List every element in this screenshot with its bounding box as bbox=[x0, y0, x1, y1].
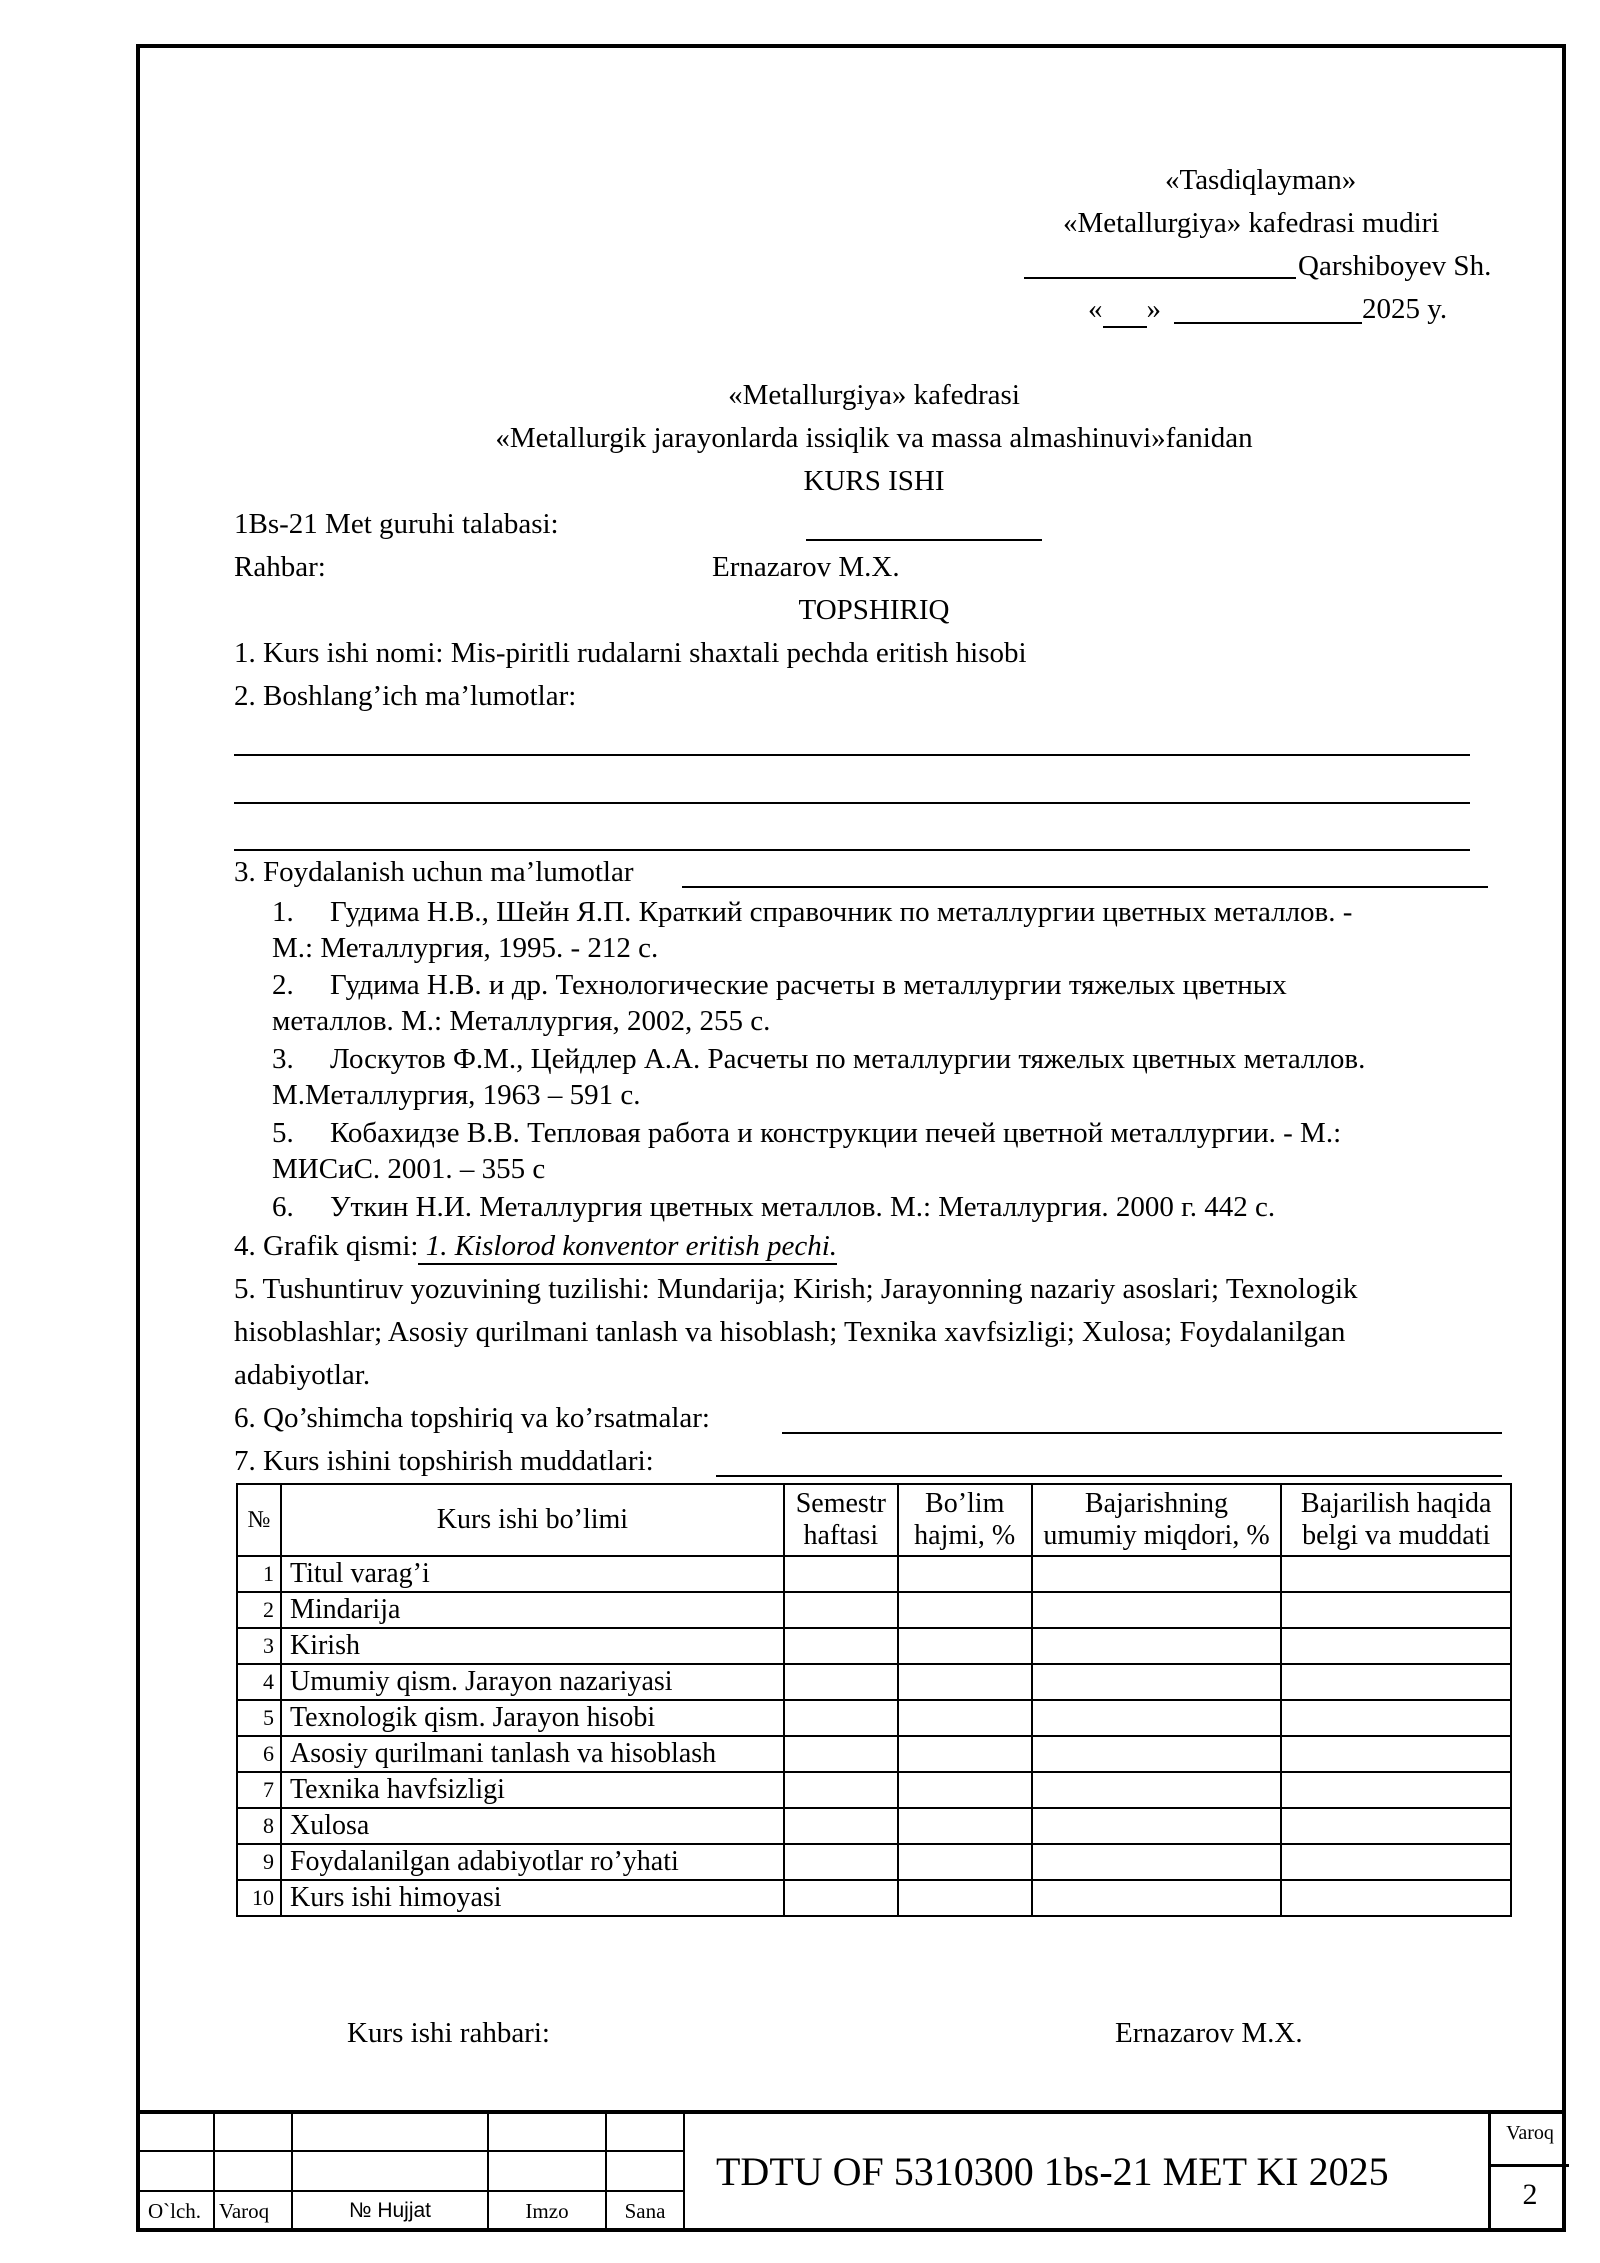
graphic-part-value: 1. Kislorod konventor eritish pechi. bbox=[418, 1229, 837, 1265]
ref-2-line1: Гудима Н.В. и др. Технологические расчеты в металлургии тяжелых цветных bbox=[330, 969, 1287, 1001]
header-mark: Bajarilish haqida belgi va muddati bbox=[1281, 1484, 1511, 1556]
blank-line-2 bbox=[234, 802, 1470, 804]
student-label: 1Bs-21 Met guruhi talabasi: bbox=[234, 508, 559, 540]
ref-6-number: 6. bbox=[272, 1191, 294, 1223]
approval-date bbox=[1088, 292, 1161, 328]
header-number: № bbox=[237, 1484, 281, 1556]
approval-year: 2025 y. bbox=[1362, 293, 1448, 325]
item-graphic-part bbox=[234, 1229, 837, 1265]
ref-5-line2: МИСиС. 2001. – 355 с bbox=[272, 1153, 546, 1185]
table-row: 9 Foydalanilgan adabiyotlar ro’yhati bbox=[237, 1844, 1511, 1880]
table-row: 4 Umumiy qism. Jarayon nazariyasi bbox=[237, 1664, 1511, 1700]
header-volume: Bo’lim hajmi, % bbox=[898, 1484, 1032, 1556]
ref-5-line1: Кобахидзе В.В. Тепловая работа и конструкции печей цветной металлургии. - М.: bbox=[330, 1117, 1342, 1149]
date-close-quote: » bbox=[1146, 293, 1161, 325]
document-title: KURS ISHI bbox=[803, 465, 945, 497]
ref-5-number: 5. bbox=[272, 1117, 294, 1149]
approval-signature-line bbox=[1024, 277, 1296, 279]
ref-1-number: 1. bbox=[272, 896, 294, 928]
stamp-col-date: Sana bbox=[606, 2191, 684, 2230]
ref-3-line2: М.Металлургия, 1963 – 591 с. bbox=[272, 1079, 641, 1111]
table-row: 3 Kirish bbox=[237, 1628, 1511, 1664]
blank-line-3 bbox=[234, 849, 1470, 851]
deadlines-line bbox=[716, 1475, 1502, 1477]
approval-name: Qarshiboyev Sh. bbox=[1298, 250, 1492, 282]
date-month-blank bbox=[1174, 322, 1362, 324]
stamp-col-document: № Hujjat bbox=[292, 2191, 488, 2230]
sheet-number: 2 bbox=[1522, 2178, 1538, 2211]
supervisor-name: Ernazarov M.X. bbox=[712, 551, 900, 583]
document-code: TDTU OF 5310300 1bs-21 MET KI 2025 bbox=[716, 2149, 1389, 2194]
item-references: 3. Foydalanish uchun ma’lumotlar bbox=[234, 856, 634, 888]
ref-2-line2: металлов. М.: Металлургия, 2002, 255 с. bbox=[272, 1005, 771, 1037]
table-header-row bbox=[237, 1484, 1511, 1556]
sheet-box bbox=[1488, 2110, 1569, 2232]
student-name-line bbox=[806, 539, 1042, 541]
references-line bbox=[682, 886, 1488, 888]
ref-3-line1: Лоскутов Ф.М., Цейдлер А.А. Расчеты по металлургии тяжелых цветных металлов. bbox=[330, 1043, 1366, 1075]
blank-line-1 bbox=[234, 754, 1470, 756]
ref-1-line2: М.: Металлургия, 1995. - 212 с. bbox=[272, 932, 659, 964]
course-plan-table bbox=[236, 1483, 1512, 1917]
item-structure-line2: hisoblashlar; Asosiy qurilmani tanlash va hisoblash; Texnika xavfsizligi; Xulosa; Foydalanilgan bbox=[234, 1316, 1346, 1348]
title-block bbox=[136, 2110, 1566, 2232]
graphic-part-label: 4. Grafik qismi: bbox=[234, 1230, 419, 1262]
item-structure-line1: 5. Tushuntiruv yozuvining tuzilishi: Mundarija; Kirish; Jarayonning nazariy asoslari; Texnologik bbox=[234, 1273, 1358, 1305]
sheet-label: Varoq bbox=[1506, 2122, 1554, 2144]
date-day-blank bbox=[1103, 292, 1147, 328]
assignment-title: TOPSHIRIQ bbox=[798, 594, 950, 626]
approval-position: «Metallurgiya» kafedrasi mudiri bbox=[1063, 207, 1440, 239]
date-open-quote: « bbox=[1088, 293, 1103, 325]
table-row: 2 Mindarija bbox=[237, 1592, 1511, 1628]
table-row: 6 Asosiy qurilmani tanlash va hisoblash bbox=[237, 1736, 1511, 1772]
table-row: 10 Kurs ishi himoyasi bbox=[237, 1880, 1511, 1916]
stamp-col-sheet: Varoq bbox=[214, 2191, 292, 2230]
stamp-grid bbox=[136, 2110, 685, 2230]
item-course-name: 1. Kurs ishi nomi: Mis-piritli rudalarni shaxtali pechda eritish hisobi bbox=[234, 637, 1027, 669]
table-row: 1 Titul varag’i bbox=[237, 1556, 1511, 1592]
approval-title: «Tasdiqlayman» bbox=[1165, 164, 1357, 196]
subject-name: «Metallurgik jarayonlarda issiqlik va massa almashinuvi»fanidan bbox=[495, 422, 1253, 454]
signature-name: Ernazarov M.X. bbox=[1115, 2017, 1303, 2049]
table-row: 8 Xulosa bbox=[237, 1808, 1511, 1844]
table-row: 5 Texnologik qism. Jarayon hisobi bbox=[237, 1700, 1511, 1736]
header-section: Kurs ishi bo’limi bbox=[281, 1484, 784, 1556]
ref-6-line1: Уткин Н.И. Металлургия цветных металлов. М.: Металлургия. 2000 г. 442 с. bbox=[330, 1191, 1276, 1223]
stamp-col-signature: Imzo bbox=[488, 2191, 606, 2230]
supervisor-label: Rahbar: bbox=[234, 551, 326, 583]
ref-3-number: 3. bbox=[272, 1043, 294, 1075]
header-total: Bajarishning umumiy miqdori, % bbox=[1032, 1484, 1282, 1556]
additional-line bbox=[782, 1432, 1502, 1434]
item-structure-line3: adabiyotlar. bbox=[234, 1359, 371, 1391]
sheet-divider bbox=[1491, 2164, 1569, 2167]
header-week: Semestr haftasi bbox=[784, 1484, 898, 1556]
ref-1-line1: Гудима Н.В., Шейн Я.П. Краткий справочник по металлургии цветных металлов. - bbox=[330, 896, 1353, 928]
signature-label: Kurs ishi rahbari: bbox=[347, 2017, 550, 2049]
item-additional: 6. Qo’shimcha topshiriq va ko’rsatmalar: bbox=[234, 1402, 710, 1434]
item-deadlines: 7. Kurs ishini topshirish muddatlari: bbox=[234, 1445, 654, 1477]
department-name: «Metallurgiya» kafedrasi bbox=[728, 379, 1020, 411]
stamp-col-measure: O`lch. bbox=[136, 2191, 214, 2230]
item-initial-data: 2. Boshlang’ich ma’lumotlar: bbox=[234, 680, 577, 712]
ref-2-number: 2. bbox=[272, 969, 294, 1001]
table-row: 7 Texnika havfsizligi bbox=[237, 1772, 1511, 1808]
